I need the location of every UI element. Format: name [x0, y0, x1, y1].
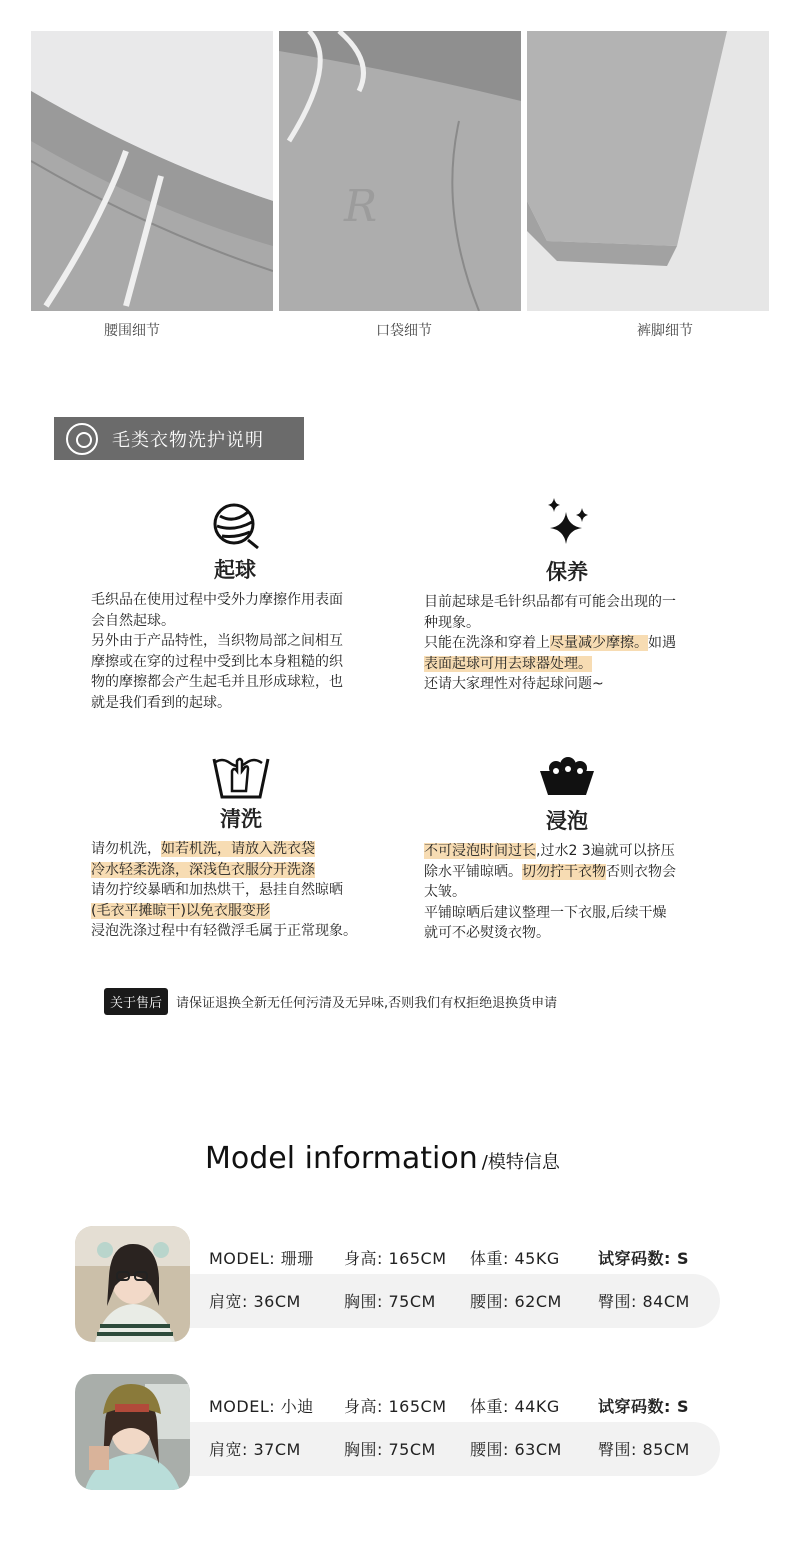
- model-chest: 胸围: 75CM: [344, 1440, 436, 1459]
- soak-text: 不可浸泡时间过长,过水2 3遍就可以挤压 除水平铺晾晒。切勿拧干衣物否则衣物会 太皱。 平铺晾晒后建议整理一下衣服,后续干燥 就可不必熨烫衣物。: [424, 843, 676, 941]
- hem-detail-caption: 裤脚细节: [637, 323, 693, 339]
- model-height: 身高: 165CM: [344, 1249, 447, 1268]
- model-title-cn: /模特信息: [481, 1152, 560, 1173]
- after-sales-text: 请保证退换全新无任何污清及无异味,否则我们有权拒绝退换货申请: [176, 996, 558, 1011]
- waist-detail-photo: [31, 31, 273, 311]
- wash-heading: 清洗: [220, 807, 262, 831]
- wool-logo-icon: [66, 423, 98, 455]
- pocket-detail-photo: [279, 31, 521, 311]
- pocket-detail-caption: 口袋细节: [376, 323, 432, 339]
- soak-heading: 浸泡: [546, 809, 588, 833]
- maintain-block: [424, 498, 724, 695]
- model-chest: 胸围: 75CM: [344, 1292, 436, 1311]
- pilling-text: 毛织品在使用过程中受外力摩擦作用表面 会自然起球。 另外由于产品特性，当织物局部之间相互 摩擦或在穿的过程中受到比本身粗糙的织 物的摩擦都会产生起毛并且形成球粒，也 就是我们看到的起球。: [91, 592, 343, 711]
- model-row-basic: [209, 1246, 689, 1269]
- model-name: MODEL: 小迪: [209, 1397, 314, 1416]
- wash-block: [91, 753, 391, 942]
- maintain-text: 目前起球是毛针织品都有可能会出现的一 种现象。 只能在洗涤和穿着上尽量减少摩擦。如遇 表面起球可用去球器处理。 还请大家理性对待起球问题~: [424, 594, 676, 692]
- model-card: [75, 1374, 720, 1490]
- model-height: 身高: 165CM: [344, 1397, 447, 1416]
- wash-text: 请勿机洗，如若机洗，请放入洗衣袋 冷水轻柔洗涤，深浅色衣服分开洗涤 请勿拧绞暴晒和加热烘干，悬挂自然晾晒 (毛衣平摊晾干)以免衣服变形 浸泡洗涤过程中有轻微浮毛属于正常现象。: [91, 841, 357, 939]
- model-row-measure: [209, 1289, 690, 1312]
- care-section-header: [54, 417, 304, 460]
- model-row-measure: [209, 1437, 690, 1460]
- model-weight: 体重: 44KG: [470, 1397, 560, 1416]
- model-waist: 腰围: 62CM: [470, 1292, 562, 1311]
- model-name: MODEL: 珊珊: [209, 1249, 314, 1268]
- model-card: [75, 1226, 720, 1342]
- care-section-title: 毛类衣物洗护说明: [112, 429, 264, 451]
- after-sales-tag: 关于售后: [104, 988, 168, 1015]
- svg-text:R: R: [344, 181, 378, 232]
- hem-detail-photo: [527, 31, 769, 311]
- maintain-heading: 保养: [546, 560, 588, 584]
- sparkle-icon: [540, 498, 594, 552]
- model-shoulder: 肩宽: 36CM: [209, 1292, 301, 1311]
- model-row-basic: [209, 1394, 689, 1417]
- hand-wash-icon: [212, 753, 270, 799]
- model-info-title: [205, 1141, 560, 1176]
- model-title-en: Model information: [205, 1141, 478, 1176]
- model-hip: 臀围: 85CM: [598, 1440, 690, 1459]
- waist-detail-caption: 腰围细节: [104, 323, 160, 339]
- pilling-block: [91, 502, 391, 713]
- model-hip: 臀围: 84CM: [598, 1292, 690, 1311]
- model-photo: [75, 1374, 190, 1490]
- model-shoulder: 肩宽: 37CM: [209, 1440, 301, 1459]
- model-size: 试穿码数: S: [598, 1397, 689, 1416]
- model-size: 试穿码数: S: [598, 1249, 689, 1268]
- yarn-ball-icon: [212, 502, 260, 550]
- model-photo: [75, 1226, 190, 1342]
- model-waist: 腰围: 63CM: [470, 1440, 562, 1459]
- pilling-heading: 起球: [214, 558, 256, 582]
- soak-block: [424, 757, 724, 944]
- after-sales-note: [104, 988, 557, 1015]
- soak-basin-icon: [538, 757, 596, 797]
- model-weight: 体重: 45KG: [470, 1249, 560, 1268]
